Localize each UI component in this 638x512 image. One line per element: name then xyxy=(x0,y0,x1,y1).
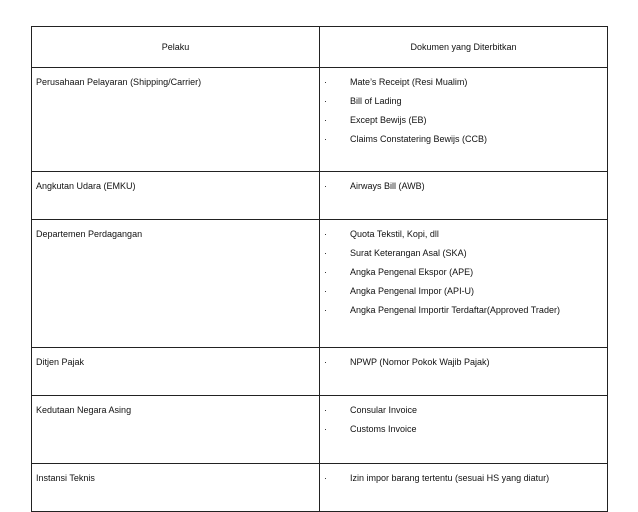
table-header-row xyxy=(32,27,608,68)
documents-cell xyxy=(320,396,608,464)
list-item xyxy=(324,281,607,300)
bullet: · xyxy=(324,76,327,87)
list-item xyxy=(324,400,607,419)
document-label: Izin impor barang tertentu (sesuai HS yang diatur) xyxy=(350,472,550,483)
document-label: Angka Pengenal Impor (API-U) xyxy=(350,285,475,296)
bullet: · xyxy=(324,304,327,315)
header-pelaku: Pelaku xyxy=(32,27,320,68)
bullet: · xyxy=(324,285,327,296)
list-item xyxy=(324,129,607,148)
document-label: Except Bewijs (EB) xyxy=(350,114,427,125)
list-item xyxy=(324,72,607,91)
document-label: Claims Constatering Bewijs (CCB) xyxy=(350,133,488,144)
table-row xyxy=(32,220,608,348)
bullet: · xyxy=(324,133,327,144)
table-row xyxy=(32,464,608,512)
list-item xyxy=(324,176,607,195)
bullet: · xyxy=(324,472,327,483)
document-label: Surat Keterangan Asal (SKA) xyxy=(350,247,467,258)
document-label: Mate’s Receipt (Resi Mualim) xyxy=(350,76,468,87)
list-item xyxy=(324,224,607,243)
document-label: Angka Pengenal Importir Terdaftar(Approved Trader) xyxy=(350,304,560,315)
documents-cell xyxy=(320,172,608,220)
actor-cell: Departemen Perdagangan xyxy=(32,220,320,348)
bullet: · xyxy=(324,266,327,277)
list-item xyxy=(324,91,607,110)
document-label: NPWP (Nomor Pokok Wajib Pajak) xyxy=(350,356,490,367)
table-row xyxy=(32,68,608,172)
table-row xyxy=(32,396,608,464)
list-item xyxy=(324,352,607,371)
document-label: Bill of Lading xyxy=(350,95,402,106)
actor-cell: Angkutan Udara (EMKU) xyxy=(32,172,320,220)
documents-cell xyxy=(320,464,608,512)
documents-cell xyxy=(320,348,608,396)
list-item xyxy=(324,300,607,319)
list-item xyxy=(324,262,607,281)
bullet: · xyxy=(324,180,327,191)
document-label: Quota Tekstil, Kopi, dll xyxy=(350,228,439,239)
list-item xyxy=(324,243,607,262)
list-item xyxy=(324,419,607,438)
table-row xyxy=(32,172,608,220)
bullet: · xyxy=(324,114,327,125)
bullet: · xyxy=(324,228,327,239)
bullet: · xyxy=(324,247,327,258)
documents-table xyxy=(31,26,608,512)
header-dokumen: Dokumen yang Diterbitkan xyxy=(320,27,608,68)
actor-cell: Perusahaan Pelayaran (Shipping/Carrier) xyxy=(32,68,320,172)
actor-cell: Instansi Teknis xyxy=(32,464,320,512)
actor-cell: Ditjen Pajak xyxy=(32,348,320,396)
list-item xyxy=(324,468,607,487)
list-item xyxy=(324,110,607,129)
bullet: · xyxy=(324,423,327,434)
document-label: Consular Invoice xyxy=(350,404,418,415)
bullet: · xyxy=(324,95,327,106)
actor-cell: Kedutaan Negara Asing xyxy=(32,396,320,464)
document-label: Customs Invoice xyxy=(350,423,417,434)
document-label: Airways Bill (AWB) xyxy=(350,180,425,191)
document-label: Angka Pengenal Ekspor (APE) xyxy=(350,266,474,277)
table-row xyxy=(32,348,608,396)
bullet: · xyxy=(324,404,327,415)
bullet: · xyxy=(324,356,327,367)
documents-cell xyxy=(320,220,608,348)
documents-cell xyxy=(320,68,608,172)
